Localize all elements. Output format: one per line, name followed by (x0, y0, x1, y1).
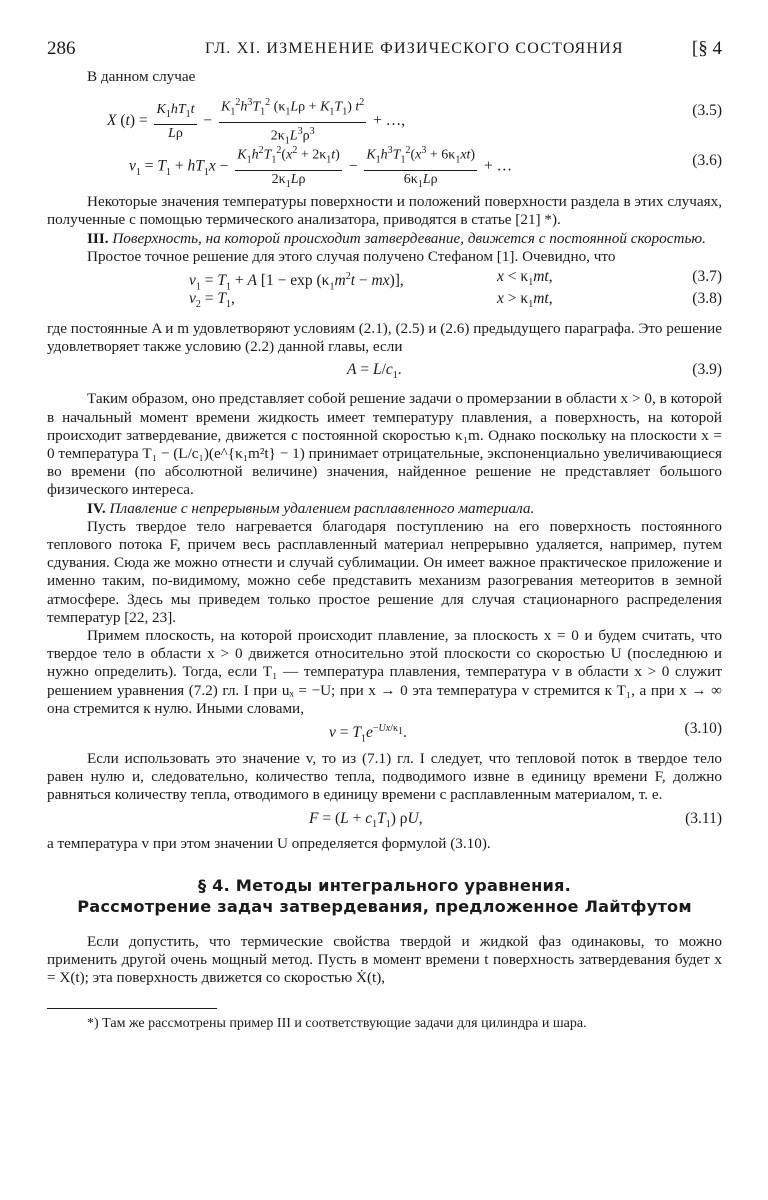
equation-3-11: $F = (L + c_1T_1)$ ρU, (3.11) (309, 809, 722, 830)
paragraph-freezing: Таким образом, оно представляет собой решение задачи о промерзании в области x > 0, в которой в начальный момент времени жидкость имеет температуру плавления, а поверхность, на которой происходит затвердевание, движется с постоянной скоростью κ₁m. Однако поскольку на плоскости x = 0 температура T₁ − (L/c₁)(e^{κ₁m²t} − 1) принимает отрицательные, экспоненциально увеличивающиеся во времени (по абсолютной величине) значения, найденное решение не представляет большого физического интереса. (47, 390, 722, 499)
eq-number-3-11: (3.11) (685, 809, 722, 827)
paragraph-stefan: Простое точное решение для этого случая получено Стефаном [1]. Очевидно, что (87, 247, 616, 265)
page-number: 286 (47, 38, 76, 59)
eq-number-3-8: (3.8) (692, 290, 722, 308)
equation-3-10: $v = T_1e^{-Ux/\kappa_1}$. (3.10) (329, 720, 722, 745)
section-title-line-1: § 4. Методы интегрального уравнения. (198, 875, 571, 895)
case-4-heading (47, 500, 722, 518)
intro-text: В данном случае (87, 68, 196, 85)
equation-3-5: X (t) = $\frac{K_1hT_1t}{L\rho}$ − $\frac{K_1^2h^3T_1^2 (\kappa_1L\rho + K_1T_1) t^2}{2\kappa_1L^3\rho^3}$ + …, (3.5) (47, 86, 722, 136)
equation-3-7: $v_1 = T_1 + A$ $[1 - \exp (\kappa_1m^2t - mx)]$, $x < \kappa_1mt$, (3.7) (189, 268, 722, 293)
paragraph-melting-plane: Примем плоскость, на которой происходит плавление, за плоскость x = 0 и будем считать, что твердое тело в области x > 0 движется относительно этой плоскости со скоростью U (последнюю и нужно определить). Тогда, если T₁ — температура плавления, температура v в области x > 0 служит решением уравнения (7.2) гл. I при uₓ = −U; при x → 0 эта температура v стремится к T₁, а при x → ∞ она стремится к нулю. Иными словами, (47, 627, 722, 717)
equation-3-6: $v_1 = T_1 + hT_1x$ − $\frac{K_1h^2T_1^2(x^2 + 2\kappa_1t)}{2\kappa_1L\rho}$ − $\frac{K_1h^3T_1^2(x^3 + 6\kappa_1xt)}{6\kappa_1L\rho}$ + … (3.6) (47, 136, 722, 188)
eq-number-3-9: (3.9) (692, 361, 722, 379)
running-title: ГЛ. XI. ИЗМЕНЕНИЕ ФИЗИЧЕСКОГО СОСТОЯНИЯ (205, 40, 624, 57)
case-3-title: Поверхность, на которой происходит затвердевание, движется с постоянной скоростью. (112, 229, 706, 247)
case-4-label: IV. (87, 499, 106, 517)
equation-3-8: $v_2 = T_1$, $x > \kappa_1mt$, (3.8) (189, 290, 722, 311)
case-3-heading (47, 230, 722, 248)
paragraph-integral-method: Если допустить, что термические свойства твердой и жидкой фаз одинаковы, то можно применить другой очень мощный метод. Пусть в момент времени t поверхность затвердевания будет x = X(t); эта поверхность движется со скоростью Ẋ(t), (47, 932, 722, 987)
eq-number-3-5: (3.5) (692, 102, 722, 120)
equation-3-9: $A = L/c_1$. (3.9) (347, 361, 722, 382)
eq-number-3-6: (3.6) (692, 152, 722, 170)
book-page (47, 38, 722, 1032)
footnote-rule (47, 1008, 217, 1009)
paragraph-temperature-formula: а температура v при этом значении U определяется формулой (3.10). (47, 834, 491, 852)
running-header (47, 38, 722, 64)
section-title-line-2: Рассмотрение задач затвердевания, предложенное Лайтфутом (77, 896, 692, 916)
paragraph-thermal-analyzer: Некоторые значения температуры поверхности и положений поверхности раздела в этих случаях, полученные с помощью термического анализатора, приводятся в статье [21] *). (47, 193, 722, 229)
eq-number-3-10: (3.10) (684, 720, 722, 738)
case-4-title: Плавление с непрерывным удалением расплавленного материала. (109, 499, 535, 517)
case-3-label: III. (87, 229, 109, 247)
section-mark: [§ 4 (691, 38, 722, 59)
eq-number-3-7: (3.7) (692, 268, 722, 286)
paragraph-heat-flux: Пусть твердое тело нагревается благодаря поступлению на его поверхность постоянного теплового потока F, причем весь расплавленный материал непрерывно удаляется, например, путем сдувания. Сюда же можно отнести и случай сублимации. Он имеет важное практическое приложение и именно таким, по-видимому, можно себе представить механизм разогревания метеоритов в земной атмосфере. Здесь мы приведем только простое решение для случая стационарного распределения температур [22, 23]. (47, 517, 722, 626)
paragraph-constants: где постоянные A и m удовлетворяют условиям (2.1), (2.5) и (2.6) предыдущего параграфа. Это решение удовлетворяет также условию (2.2) данной главы, если (47, 320, 722, 356)
footnote: *) Там же рассмотрены пример III и соответствующие задачи для цилиндра и шара. (87, 1015, 587, 1031)
paragraph-heat-balance: Если использовать это значение v, то из (7.1) гл. I следует, что тепловой поток в твердое тело равен нулю и, следовательно, количество тепла, подводимого извне в единицу времени F, должно равняться количеству тепла, отводимого в единицу времени с расплавленным материалом, т. е. (47, 750, 722, 804)
